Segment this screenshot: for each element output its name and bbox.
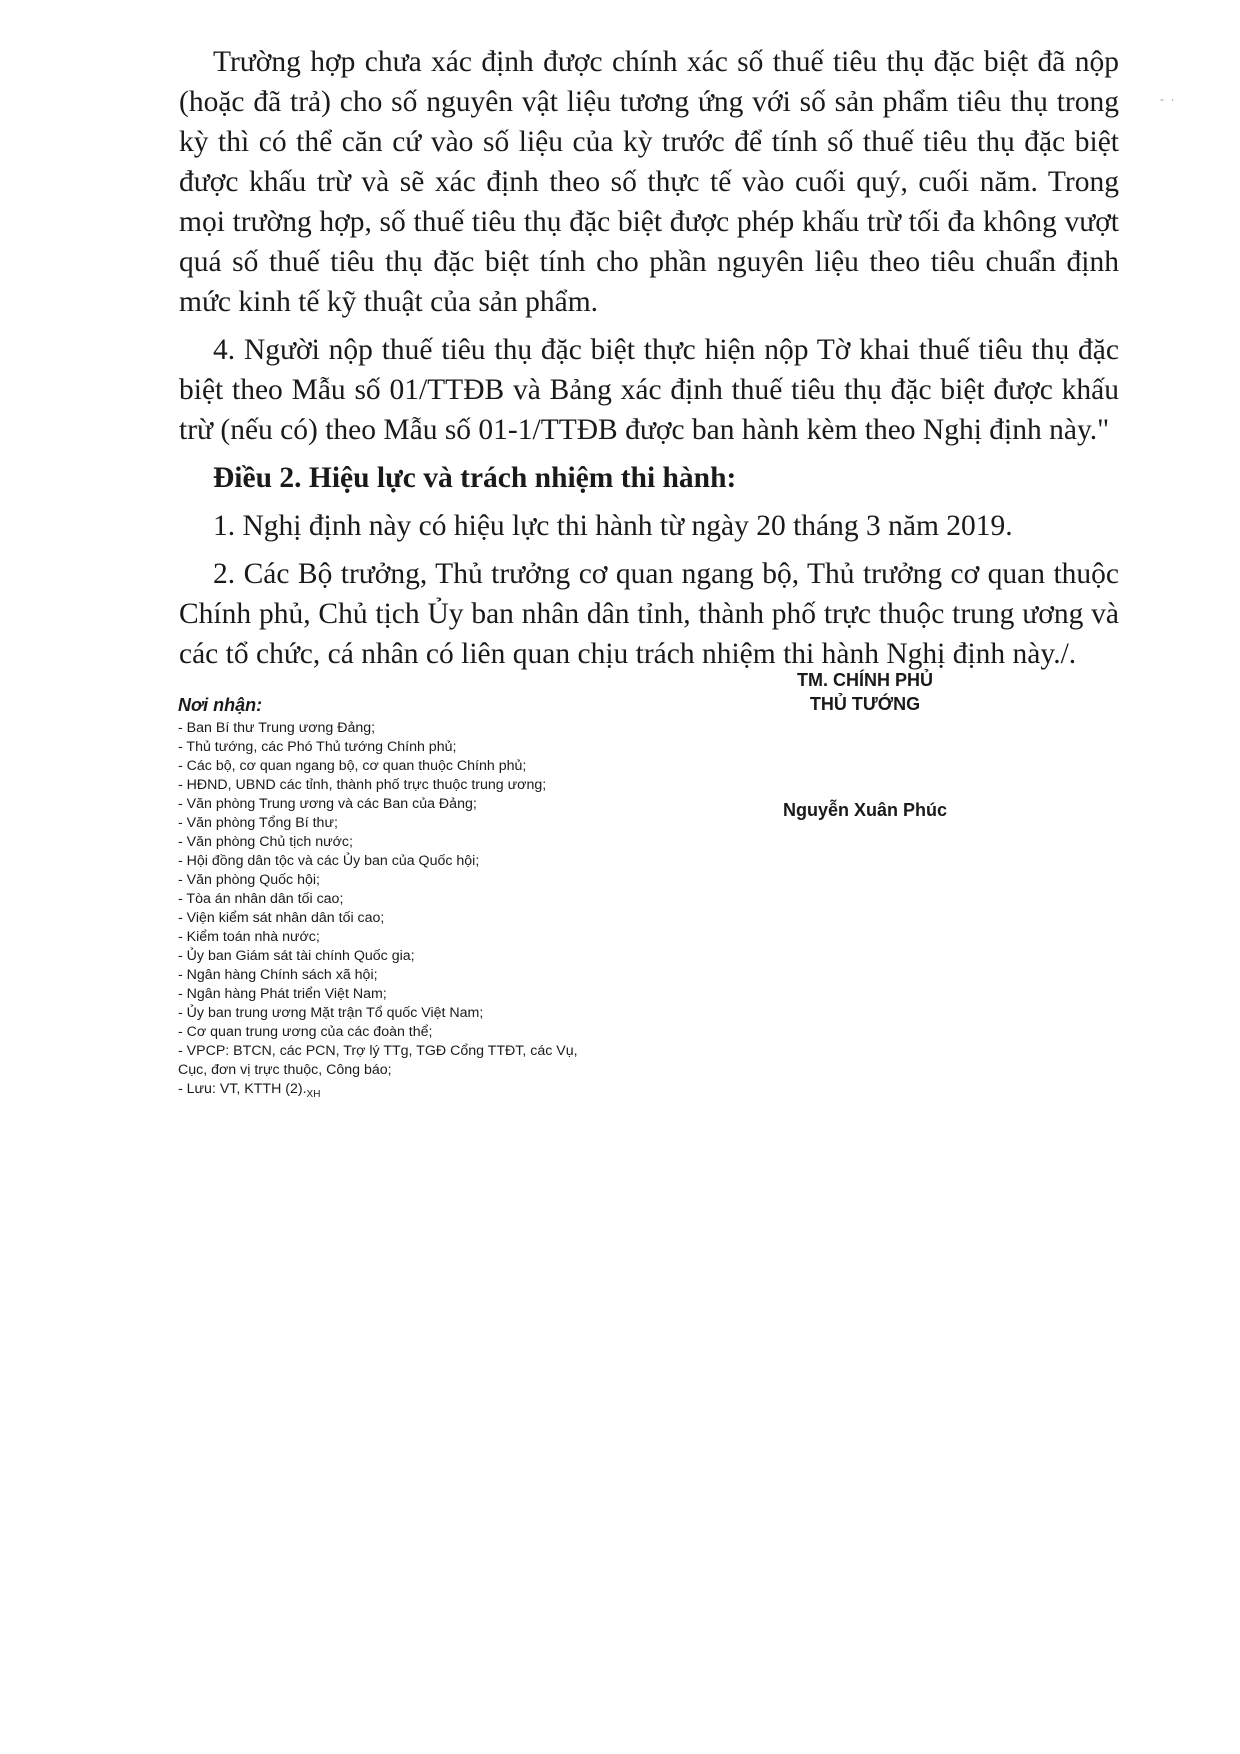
- signature-position: THỦ TƯỚNG: [809, 694, 921, 714]
- list-item: - Ban Bí thư Trung ương Đảng;: [178, 720, 376, 736]
- archive-text: - Lưu: VT, KTTH (2).: [178, 1081, 307, 1097]
- recipients-block: [178, 693, 698, 1104]
- list-item: - Hội đồng dân tộc và các Ủy ban của Quốc hội;: [178, 853, 480, 869]
- article-2-heading: Điều 2. Hiệu lực và trách nhiệm thi hành:: [213, 462, 737, 494]
- list-item: - Ngân hàng Chính sách xã hội;: [178, 967, 378, 983]
- list-item: - Văn phòng Trung ương và các Ban của Đảng;: [178, 796, 477, 812]
- list-item: - HĐND, UBND các tỉnh, thành phố trực thuộc trung ương;: [178, 777, 547, 793]
- paragraph-responsibility: 2. Các Bộ trưởng, Thủ trưởng cơ quan ngang bộ, Thủ trưởng cơ quan thuộc Chính phủ, Chủ tịch Ủy ban nhân dân tỉnh, thành phố trực thuộc trung ương và các tổ chức, cá nhân có liên quan chịu trách nhiệm thi hành Nghị định này./.: [179, 558, 1119, 670]
- signer-name: Nguyễn Xuân Phúc: [782, 800, 948, 820]
- list-item: - Cơ quan trung ương của các đoàn thể;: [178, 1024, 433, 1040]
- recipients-heading: Nơi nhận:: [178, 695, 263, 715]
- list-item: - Văn phòng Chủ tịch nước;: [178, 834, 353, 850]
- signature-block: [745, 668, 985, 822]
- signature-title: TM. CHÍNH PHỦ: [797, 670, 933, 690]
- list-item: - Thủ tướng, các Phó Thủ tướng Chính phủ;: [178, 739, 457, 755]
- list-item: - Ủy ban Giám sát tài chính Quốc gia;: [178, 948, 415, 964]
- list-item: - Viện kiểm sát nhân dân tối cao;: [178, 910, 385, 926]
- list-item: - Các bộ, cơ quan ngang bộ, cơ quan thuộc Chính phủ;: [178, 758, 527, 774]
- body-text: [179, 42, 1119, 682]
- list-item: - Văn phòng Quốc hội;: [178, 872, 320, 888]
- archive-suffix: XH: [306, 1088, 321, 1100]
- paragraph-effective-date: 1. Nghị định này có hiệu lực thi hành từ ngày 20 tháng 3 năm 2019.: [213, 510, 1013, 542]
- paragraph-item-4: 4. Người nộp thuế tiêu thụ đặc biệt thực hiện nộp Tờ khai thuế tiêu thụ đặc biệt theo Mẫu số 01/TTĐB và Bảng xác định thuế tiêu thụ đặc biệt được khấu trừ (nếu có) theo Mẫu số 01-1/TTĐB được ban hành kèm theo Nghị định này.": [179, 334, 1119, 446]
- recipients-list: [178, 719, 698, 1104]
- list-item: - Ngân hàng Phát triển Việt Nam;: [178, 986, 387, 1002]
- list-item: - Tòa án nhân dân tối cao;: [178, 891, 344, 907]
- list-item: - Văn phòng Tổng Bí thư;: [178, 815, 338, 831]
- list-item: - Ủy ban trung ương Mặt trận Tổ quốc Việt Nam;: [178, 1005, 484, 1021]
- list-item: - VPCP: BTCN, các PCN, Trợ lý TTg, TGĐ Cổng TTĐT, các Vụ,: [178, 1043, 578, 1059]
- list-item: Cục, đơn vị trực thuộc, Công báo;: [178, 1062, 392, 1078]
- list-item: - Kiểm toán nhà nước;: [178, 929, 320, 945]
- scan-mark: - ·: [1160, 92, 1175, 106]
- paragraph-deduction: Trường hợp chưa xác định được chính xác số thuế tiêu thụ đặc biệt đã nộp (hoặc đã trả) cho số nguyên vật liệu tương ứng với số sản phẩm tiêu thụ trong kỳ thì có thể căn cứ vào số liệu của kỳ trước để tính số thuế tiêu thụ đặc biệt được khấu trừ và sẽ xác định theo số thực tế vào cuối quý, cuối năm. Trong mọi trường hợp, số thuế tiêu thụ đặc biệt được phép khấu trừ tối đa không vượt quá số thuế tiêu thụ đặc biệt tính cho phần nguyên liệu theo tiêu chuẩn định mức kinh tế kỹ thuật của sản phẩm.: [179, 46, 1119, 318]
- list-item-archive: [178, 1080, 698, 1104]
